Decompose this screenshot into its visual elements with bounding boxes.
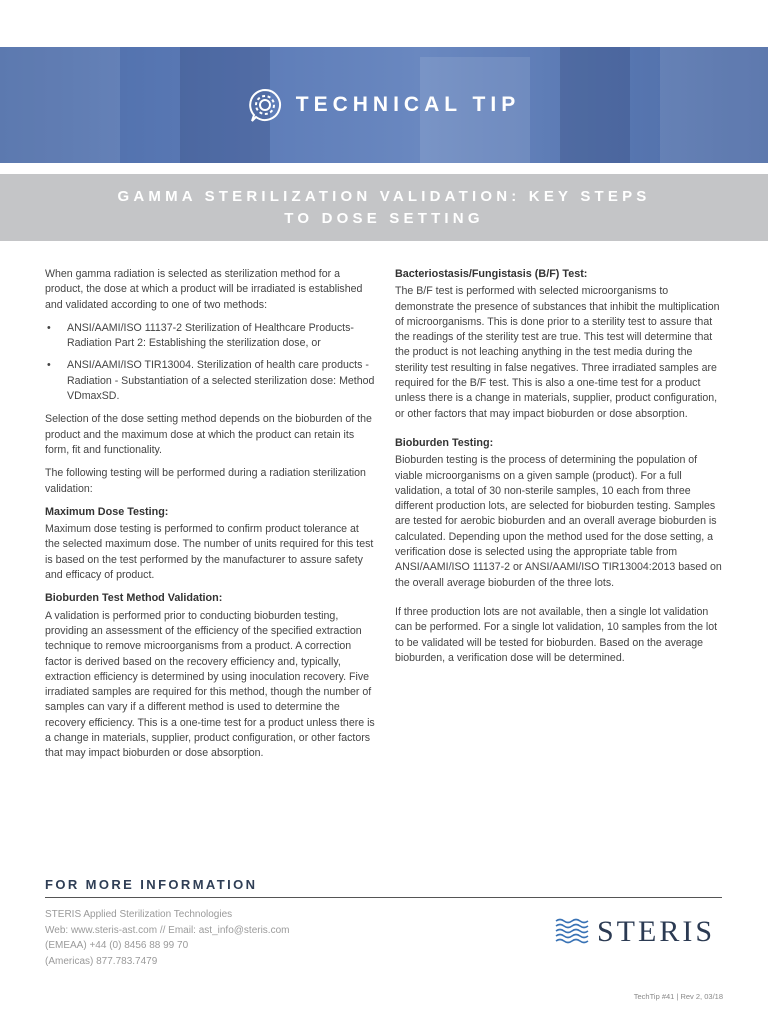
steris-wave-icon — [555, 918, 589, 946]
bullet-icon: • — [47, 359, 51, 372]
right-column — [395, 267, 725, 674]
document-title-line-2: TO DOSE SETTING — [284, 209, 484, 227]
company-name: STERIS Applied Sterilization Technologies — [45, 909, 233, 920]
list-item-text: ANSI/AAMI/ISO 11137-2 Sterilization of Healthcare Products- Radiation Part 2: Establishing the sterilization dose, or — [67, 321, 354, 350]
list-item-text: ANSI/AAMI/ISO TIR13004. Sterilization of health care products - Radiation - Substantiation of a selected sterilization dose: Method VDmaxSD. — [67, 359, 375, 403]
bioburden-method-heading: Bioburden Test Method Validation: — [45, 592, 223, 605]
left-column — [45, 267, 375, 770]
logo-wordmark: STERIS — [597, 915, 716, 948]
bf-test-heading: Bacteriostasis/Fungistasis (B/F) Test: — [395, 268, 588, 280]
contact-block — [45, 907, 289, 969]
list-item — [45, 358, 375, 404]
banner-title-row — [0, 47, 768, 163]
methods-list — [45, 321, 375, 404]
single-lot-paragraph: If three production lots are not available, then a single lot validation can be performed. For a single lot validation, 10 samples from the lot to be validated will be tested for bioburden. Based on the average bioburden, a verification dose will be determined. — [395, 605, 718, 664]
document-title-line-1: GAMMA STERILIZATION VALIDATION: KEY STEPS — [117, 187, 651, 205]
document-title-band — [0, 174, 768, 241]
web-email-line[interactable]: Web: www.steris-ast.com // Email: ast_info@steris.com — [45, 924, 290, 936]
dose-selection-paragraph: Selection of the dose setting method depends on the bioburden of the product and the maximum dose at which the product can retain its form, fit and functionality. — [45, 413, 372, 456]
americas-phone: (Americas) 877.783.7479 — [45, 955, 158, 967]
footer-divider — [45, 897, 722, 898]
gear-bubble-icon — [248, 88, 282, 122]
banner-title: TECHNICAL TIP — [295, 93, 521, 116]
header-banner — [0, 47, 768, 163]
bioburden-method-body: A validation is performed prior to conducting bioburden testing, providing an assessment of the efficiency of the specified extraction technique to remove microorganisms from a product. A correction factor is derived based on the recovery efficiency and, typically, extraction efficiency is determined by using inoculation recovery. Five irradiated samples are required for this method, though the number of samples can vary if a different method is used to determine the recovery efficiency. This is a one-time test for a product unless there is a change in materials, supplier, product configuration, or other factors that may impact bioburden or dose absorption. — [45, 609, 375, 760]
bf-test-body: The B/F test is performed with selected microorganisms to demonstrate the presence of substances that inhibit the multiplication of microorganisms. This is done prior to a sterility test to assure that the readings of the sterility test are true. This test will determine that the product is not leaching anything in the test media during the sterility test resulting in false negatives. Three irradiated samples are required for the B/F test. This is also a one-time test for a product unless there is a change in materials, supplier, product configuration, or other factors that may impact bioburden or dose absorption. — [395, 285, 720, 420]
list-item — [45, 321, 375, 352]
bioburden-testing-body: Bioburden testing is the process of determining the population of viable microorganisms on a given sample (product). For a full validation, a total of 30 non-sterile samples, 10 each from three different production lots, are selected for bioburden testing. Samples are tested for aerobic bioburden and an overall average bioburden is calculated. Depending upon the method used for the dose setting, a verification dose is selected using the appropriate table from ANSI/AAMI/ISO 11137-2 or ANSI/AAMI/ISO TIR13004:2013 based on the overall average bioburden of the three lots. — [395, 454, 722, 589]
bullet-icon: • — [47, 321, 51, 334]
techtip-revision: TechTip #41 | Rev 2, 03/18 — [633, 992, 723, 1001]
max-dose-body: Maximum dose testing is performed to confirm product tolerance at the selected maximum dose. The number of units required for this test is based on the test performed by the manufacturer to assure safety and efficacy of product. — [45, 523, 374, 582]
max-dose-heading: Maximum Dose Testing: — [45, 505, 169, 518]
emeaa-phone: (EMEAA) +44 (0) 8456 88 99 70 — [45, 940, 189, 951]
intro-paragraph: When gamma radiation is selected as sterilization method for a product, the dose at which a product will be irradiated is established and validated according to one of two methods: — [45, 268, 363, 311]
bioburden-testing-heading: Bioburden Testing: — [395, 436, 494, 449]
testing-intro-paragraph: The following testing will be performed during a radiation sterilization validation: — [45, 467, 366, 495]
more-info-heading: FOR MORE INFORMATION — [45, 877, 258, 892]
steris-logo — [555, 915, 715, 949]
